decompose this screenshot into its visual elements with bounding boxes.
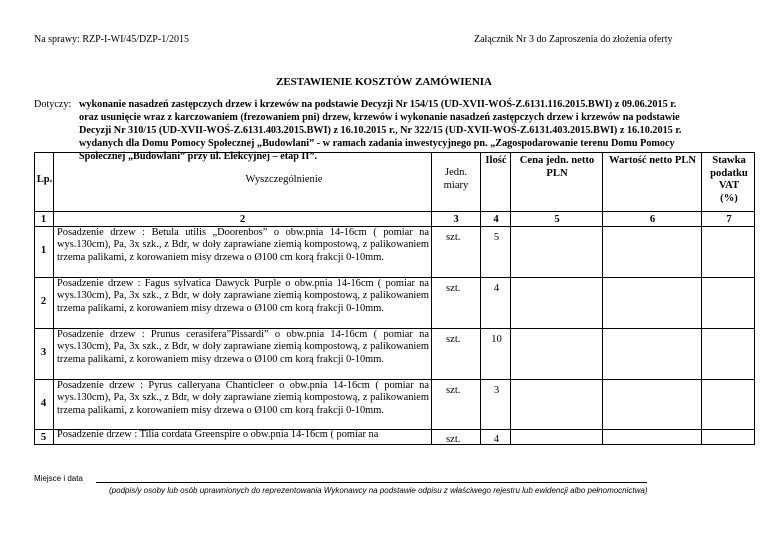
signature-line [96, 482, 647, 483]
header-unit-price [511, 155, 603, 180]
column-number: 3 [453, 214, 459, 225]
header-unit-line: miary [443, 179, 469, 191]
signature-note: (podpis/y osoby lub osób uprawnionych do reprezentowania Wykonawcy na podstawie odpisu z właściwego rejestru lub ewidencji albo pełnomocnictwa) [109, 486, 648, 495]
subject-label: Dotyczy: [34, 99, 72, 110]
document-title: ZESTAWIENIE KOSZTÓW ZAMÓWIENIA [276, 76, 492, 88]
header-vat-line: (%) [720, 192, 738, 204]
subject-line: wykonanie nasadzeń zastępczych drzew i krzewów na podstawie Decyzji Nr 154/15 (UD-XVII-WOŚ-Z.6131.116.2015.BWI) z 09.06.2015 r. [79, 99, 677, 110]
row-lp: 2 [40, 296, 47, 307]
header-unit [432, 167, 480, 192]
case-number: Na sprawy: RZP-I-WI/45/DZP-1/2015 [34, 34, 189, 45]
row-unit: szt. [446, 232, 461, 243]
column-number: 6 [649, 214, 656, 225]
row-unit: szt. [446, 385, 461, 396]
header-net-value: Wartość netto PLN [608, 155, 697, 166]
header-vat-line: VAT [718, 180, 740, 192]
row-quantity: 10 [491, 334, 502, 345]
column-number: 7 [726, 214, 732, 225]
row-lp: 5 [40, 432, 47, 443]
column-number: 1 [40, 214, 47, 225]
column-number: 5 [554, 214, 560, 225]
header-vat [702, 155, 756, 205]
row-unit: szt. [446, 334, 461, 345]
row-description: Posadzenie drzew : Fagus sylvatica Dawyck Purple o obw.pnia 14-16cm ( pomiar na wys.130cm), Pa, 3x szk., z Bdr, w doły zaprawiane ziemią kompostową, z palikowaniem trzema palikami, z korowaniem misy drzewa o Ø100 cm korą frakcji 0-10mm. [57, 278, 429, 314]
row-lp: 1 [40, 245, 47, 256]
header-lp: Lp. [36, 174, 53, 185]
row-description: Posadzenie drzew : Betula utilis „Doorenbos” o obw.pnia 14-16cm ( pomiar na wys.130cm), Pa, 3x szk., z Bdr, w doły zaprawiane ziemią kompostową, z palikowaniem trzema palikami, z korowaniem misy drzewa o Ø100 cm korą frakcji 0-10mm. [57, 227, 429, 263]
row-quantity: 5 [493, 232, 500, 243]
row-quantity: 4 [493, 283, 500, 294]
row-quantity: 4 [493, 434, 500, 445]
header-quantity: Ilość [485, 155, 507, 166]
row-description: Posadzenie drzew : Tilia cordata Greenspire o obw.pnia 14-16cm ( pomiar na [57, 429, 379, 440]
row-unit: szt. [446, 283, 461, 294]
row-description: Posadzenie drzew : Prunus cerasifera”Pissardi” o obw.pnia 14-16cm ( pomiar na wys.130cm), Pa, 3x szk., z Bdr, w doły zaprawiane ziemią kompostową, z palikowaniem trzema palikami, z korowaniem misy drzewa o Ø100 cm korą frakcji 0-10mm. [57, 329, 429, 365]
attachment-label: Załącznik Nr 3 do Zaproszenia do złożenia oferty [474, 34, 673, 45]
row-quantity: 3 [493, 385, 500, 396]
header-unit-line: Jedn. [444, 167, 468, 178]
subject-line: wydanych dla Domu Pomocy Społecznej „Budowlani” - w ramach zadania inwestycyjnego pn. „Zagospodarowanie terenu Domu Pomocy [79, 138, 675, 149]
row-lp: 3 [40, 347, 47, 358]
subject-line: Decyzji Nr 310/15 (UD-XVII-WOŚ-Z.6131.403.2015.BWI) z 16.10.2015 r., Nr 322/15 (UD-XVII-WOŚ-Z.6131.403.2015.BWI) z 16.10.2015 r. [79, 125, 682, 136]
header-price-line: PLN [546, 167, 568, 179]
header-vat-line: podatku [710, 167, 748, 179]
subject-line: oraz usunięcie wraz z karczowaniem (frezowaniem pni) drzew, krzewów i wykonanie nasadzeń zastępczych drzew i krzewów na podstawie [79, 112, 680, 123]
row-unit: szt. [446, 434, 461, 445]
column-number: 4 [493, 214, 499, 225]
place-date-label: Miejsce i data [34, 474, 83, 483]
row-description: Posadzenie drzew : Pyrus calleryana Chanticleer o obw.pnia 14-16cm ( pomiar na wys.130cm), Pa, 3x szk., z Bdr, w doły zaprawiane ziemią kompostową, z palikowaniem trzema palikami, z korowaniem misy drzewa o Ø100 cm korą frakcji 0-10mm. [57, 380, 429, 416]
column-number: 2 [239, 214, 246, 225]
row-lp: 4 [40, 398, 47, 409]
header-vat-line: Stawka [712, 155, 746, 166]
subject-line: Społecznej „Budowlani” przy ul. Elekcyjnej – etap II”. [79, 151, 317, 162]
header-price-line: Cena jedn. netto [519, 155, 595, 166]
header-description: Wyszczególnienie [245, 174, 323, 185]
cost-table [34, 152, 755, 445]
